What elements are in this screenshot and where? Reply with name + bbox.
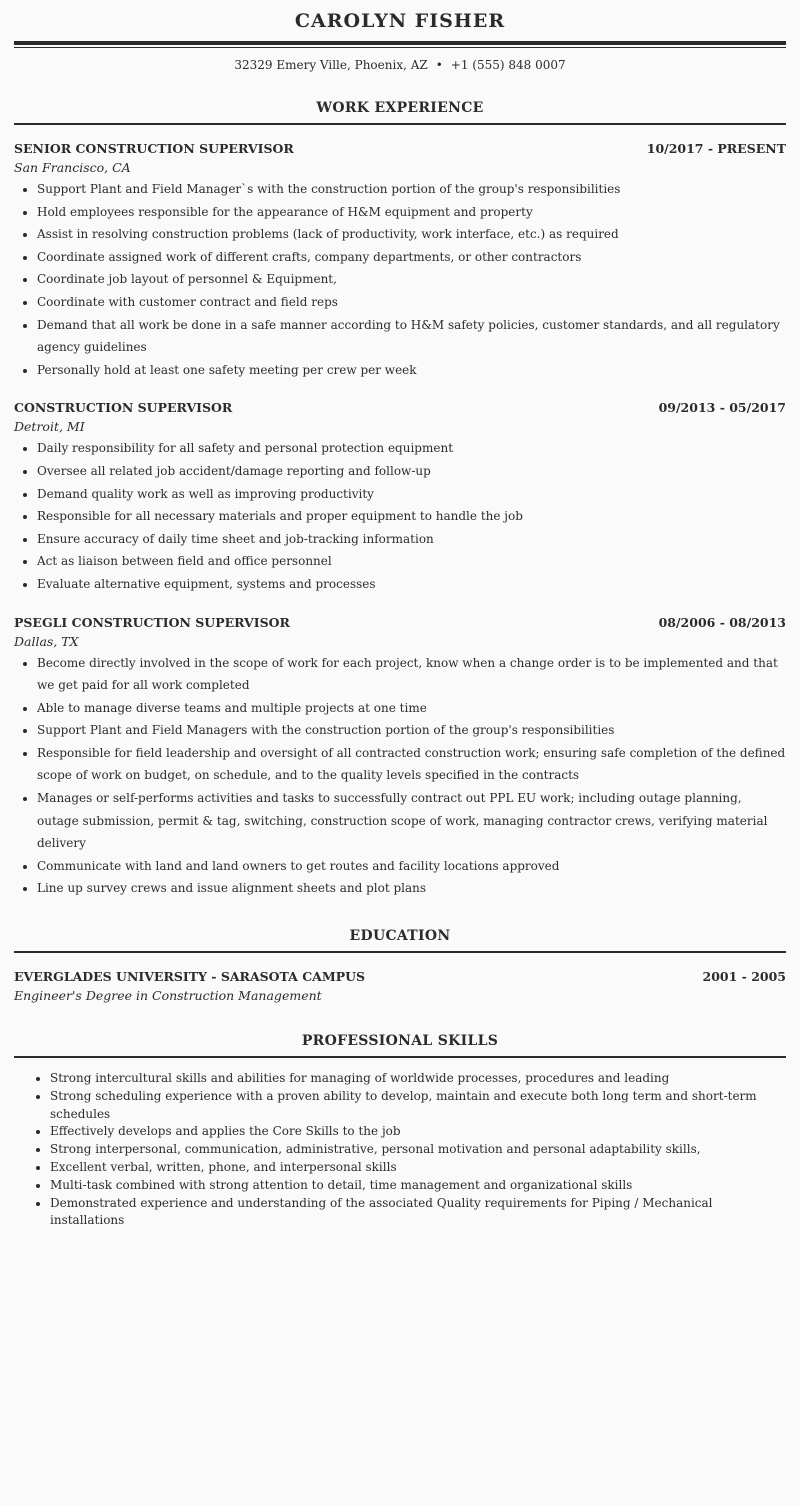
job-bullet: • Hold employees responsible for the appearance of H&M equipment and property xyxy=(37,201,786,224)
job-bullets xyxy=(14,178,786,381)
job-bullet: • Line up survey crews and issue alignment sheets and plot plans xyxy=(37,877,786,900)
skills-section xyxy=(14,1033,786,1230)
contact-address: 32329 Emery Ville, Phoenix, AZ xyxy=(234,58,428,72)
job-entry xyxy=(14,141,786,381)
header-divider-thin xyxy=(14,47,786,48)
education-header xyxy=(14,969,786,985)
education-section xyxy=(14,928,786,1004)
job-bullet: • Personally hold at least one safety meeting per crew per week xyxy=(37,359,786,382)
job-dates: 09/2013 - 05/2017 xyxy=(658,400,786,416)
job-bullet: • Assist in resolving construction problems (lack of productivity, work interface, etc.) as required xyxy=(37,223,786,246)
section-divider xyxy=(14,123,786,125)
skills-list xyxy=(14,1070,786,1230)
job-location: Dallas, TX xyxy=(14,633,79,649)
section-title-education: EDUCATION xyxy=(349,928,451,945)
job-bullet: • Responsible for all necessary materials and proper equipment to handle the job xyxy=(37,505,786,528)
job-bullet: • Daily responsibility for all safety and personal protection equipment xyxy=(37,437,786,460)
contact-separator: • xyxy=(435,58,443,72)
job-bullet: • Coordinate assigned work of different crafts, company departments, or other contractors xyxy=(37,246,786,269)
job-entry xyxy=(14,615,786,901)
skill-item: • Strong scheduling experience with a proven ability to develop, maintain and execute both long term and short-term schedules xyxy=(50,1088,786,1124)
job-title: CONSTRUCTION SUPERVISOR xyxy=(14,400,233,416)
section-title-work: WORK EXPERIENCE xyxy=(316,100,484,116)
job-bullet: • Demand that all work be done in a safe manner according to H&M safety policies, customer standards, and all regulatory agency guidelines xyxy=(37,314,786,359)
job-title: SENIOR CONSTRUCTION SUPERVISOR xyxy=(14,141,294,156)
job-bullet: • Evaluate alternative equipment, systems and processes xyxy=(37,573,786,596)
job-bullet: • Coordinate job layout of personnel & Equipment, xyxy=(37,268,786,291)
job-bullet: • Act as liaison between field and office personnel xyxy=(37,550,786,573)
skill-item: • Strong interpersonal, communication, administrative, personal motivation and personal adaptability skills, xyxy=(50,1141,786,1159)
skill-item: • Demonstrated experience and understanding of the associated Quality requirements for Piping / Mechanical installations xyxy=(50,1195,786,1231)
job-header xyxy=(14,615,786,631)
job-bullets xyxy=(14,652,786,901)
job-dates: 10/2017 - PRESENT xyxy=(646,141,786,156)
job-bullet: • Able to manage diverse teams and multiple projects at one time xyxy=(37,697,786,720)
job-bullet: • Become directly involved in the scope of work for each project, know when a change order is to be implemented and that we get paid for all work completed xyxy=(37,652,786,697)
job-title: PSEGLI CONSTRUCTION SUPERVISOR xyxy=(14,614,290,630)
education-dates: 2001 - 2005 xyxy=(702,969,786,985)
job-bullet: • Ensure accuracy of daily time sheet and job-tracking information xyxy=(37,528,786,551)
job-bullet: • Oversee all related job accident/damage reporting and follow-up xyxy=(37,460,786,483)
job-bullet: • Responsible for field leadership and oversight of all contracted construction work; ensuring safe completion of the defined scope of work on budget, on schedule, and to the quality levels specified in the contracts xyxy=(37,742,786,787)
school-name: EVERGLADES UNIVERSITY - SARASOTA CAMPUS xyxy=(14,969,366,985)
job-bullet: • Demand quality work as well as improving productivity xyxy=(37,483,786,506)
header-divider xyxy=(14,41,786,45)
skill-item: • Strong intercultural skills and abilities for managing of worldwide processes, procedures and leading xyxy=(50,1070,786,1088)
education-entry xyxy=(14,969,786,1004)
job-entry xyxy=(14,400,786,595)
skill-item: • Excellent verbal, written, phone, and interpersonal skills xyxy=(50,1159,786,1177)
skill-item: • Effectively develops and applies the Core Skills to the job xyxy=(50,1123,786,1141)
job-header xyxy=(14,400,786,416)
section-divider xyxy=(14,951,786,953)
contact-line xyxy=(14,58,786,74)
job-bullet: • Coordinate with customer contract and field reps xyxy=(37,291,786,314)
job-location: San Francisco, CA xyxy=(14,160,131,175)
contact-phone: +1 (555) 848 0007 xyxy=(450,58,566,72)
job-dates: 08/2006 - 08/2013 xyxy=(658,614,786,630)
job-bullets xyxy=(14,437,786,595)
job-header xyxy=(14,141,786,157)
work-experience-section xyxy=(14,100,786,900)
job-bullet: • Support Plant and Field Managers with the construction portion of the group's responsibilities xyxy=(37,719,786,742)
section-title-skills: PROFESSIONAL SKILLS xyxy=(301,1033,499,1050)
job-bullet: • Support Plant and Field Manager`s with the construction portion of the group's responsibilities xyxy=(37,178,786,201)
candidate-name: CAROLYN FISHER xyxy=(294,10,506,32)
skill-item: • Multi-task combined with strong attention to detail, time management and organizational skills xyxy=(50,1177,786,1195)
degree: Engineer's Degree in Construction Management xyxy=(14,988,322,1004)
section-divider xyxy=(14,1056,786,1058)
job-bullet: • Manages or self-performs activities and tasks to successfully contract out PPL EU work; including outage planning, outage submission, permit & tag, switching, construction scope of work, managing contractor crews, verifying material delivery xyxy=(37,787,786,855)
job-location: Detroit, MI xyxy=(14,419,85,435)
job-bullet: • Communicate with land and land owners to get routes and facility locations approved xyxy=(37,855,786,878)
